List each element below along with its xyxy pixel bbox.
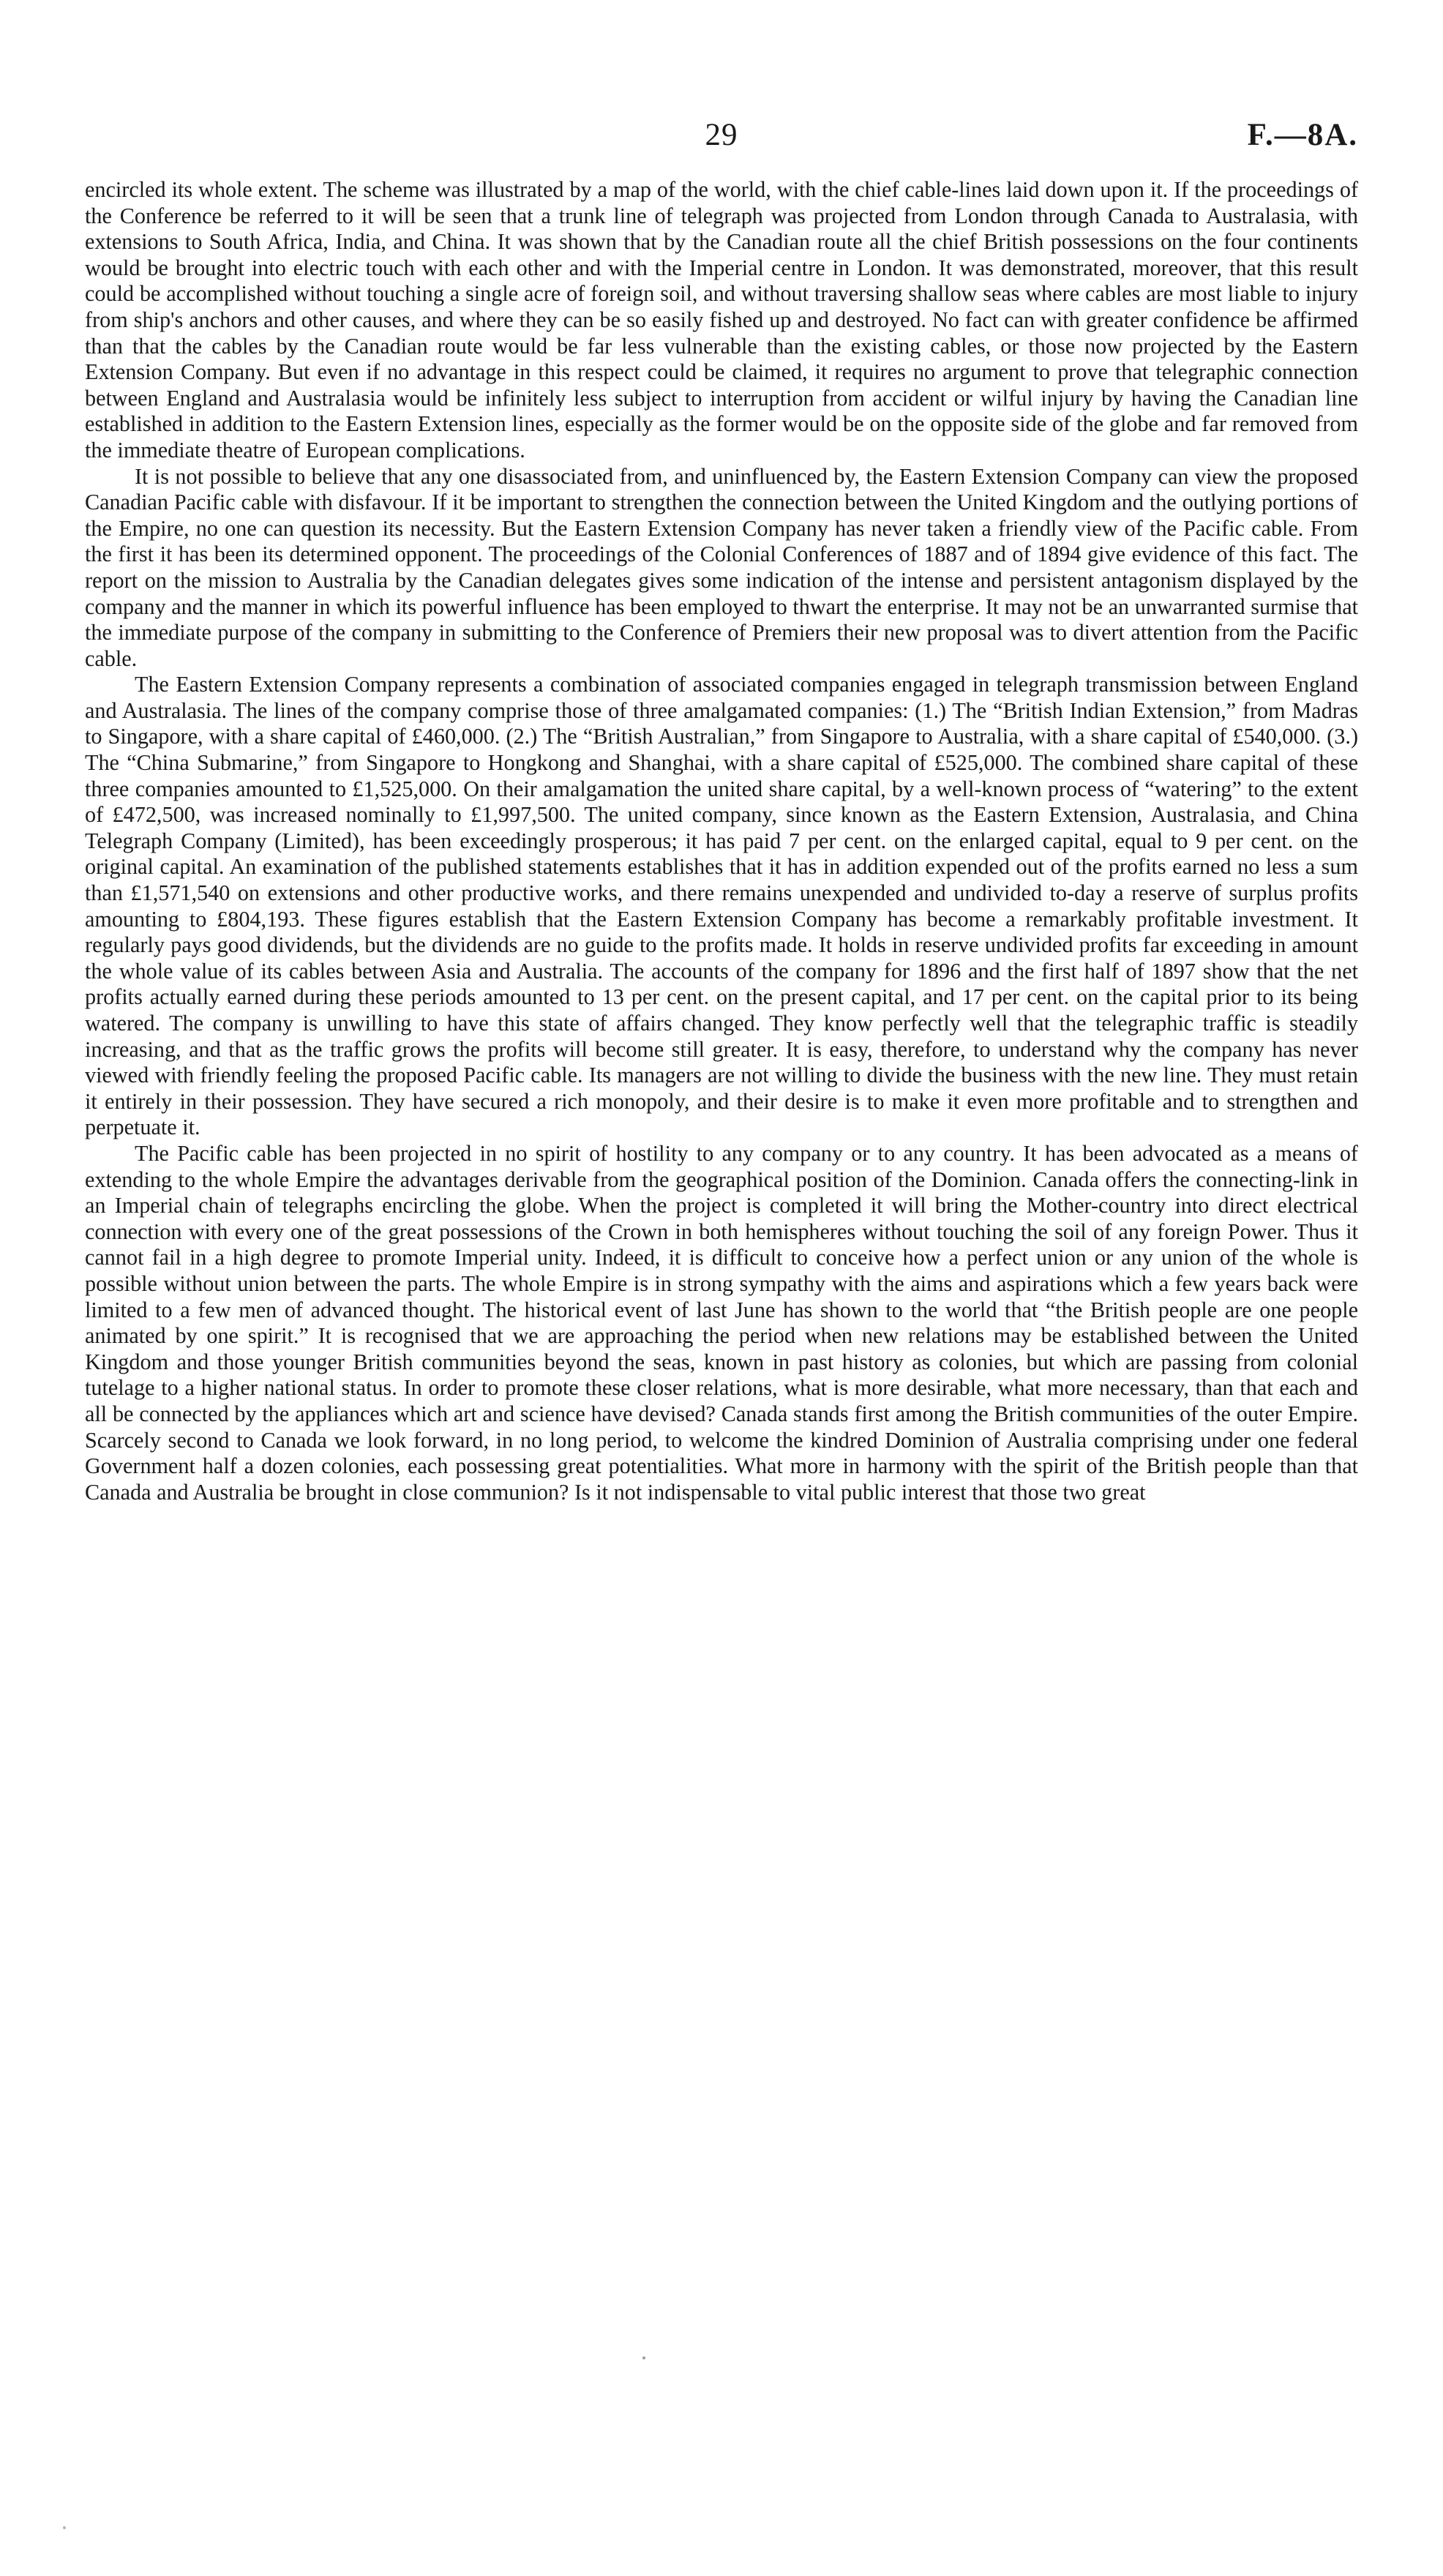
document-page: [85, 117, 1358, 1505]
paragraph: The Eastern Extension Company represents a combination of associated companies engaged in telegraph transmission between England and Australasia. The lines of the company comprise those of three amalgamated companies: (1.) The “British Indian Extension,” from Madras to Singapore, with a share capital of £460,000. (2.) The “British Australian,” from Singapore to Australia, with a share capital of £540,000. (3.) The “China Submarine,” from Singapore to Hongkong and Shanghai, with a share capital of £525,000. The combined share capital of these three companies amounted to £1,525,000. On their amalgamation the united share capital, by a well-known process of “watering” to the extent of £472,500, was increased nominally to £1,997,500. The united company, since known as the Eastern Extension, Australasia, and China Telegraph Company (Limited), has been exceedingly prosperous; it has paid 7 per cent. on the enlarged capital, equal to 9 per cent. on the original capital. An examination of the published statements establishes that it has in addition expended out of the profits earned no less a sum than £1,571,540 on extensions and other productive works, and there remains unexpended and undivided to-day a reserve of surplus profits amounting to £804,193. These figures establish that the Eastern Extension Company has become a remarkably profitable investment. It regularly pays good dividends, but the dividends are no guide to the profits made. It holds in reserve undivided profits far exceeding in amount the whole value of its cables between Asia and Australia. The accounts of the company for 1896 and the first half of 1897 show that the net profits actually earned during these periods amounted to 13 per cent. on the present capital, and 17 per cent. on the capital prior to its being watered. The company is unwilling to have this state of affairs changed. They know perfectly well that the telegraphic traffic is steadily increasing, and that as the traffic grows the profits will become still greater. It is easy, therefore, to understand why the company has never viewed with friendly feeling the proposed Pacific cable. Its managers are not willing to divide the business with the new line. They must retain it entirely in their possession. They have secured a rich monopoly, and their desire is to make it even more profitable and to strengthen and perpetuate it.: [85, 672, 1358, 1140]
paragraph: The Pacific cable has been projected in no spirit of hostility to any company or to any country. It has been advocated as a means of extending to the whole Empire the advantages derivable from the geographical position of the Dominion. Canada offers the connecting-link in an Imperial chain of telegraphs encircling the globe. When the project is completed it will bring the Mother-country into direct electrical connection with every one of the great possessions of the Crown in both hemispheres without touching the soil of any foreign Power. Thus it cannot fail in a high degree to promote Imperial unity. Indeed, it is difficult to conceive how a perfect union or any union of the whole is possible without union between the parts. The whole Empire is in strong sympathy with the aims and aspirations which a few years back were limited to a few men of advanced thought. The historical event of last June has shown to the world that “the British people are one people animated by one spirit.” It is recognised that we are approaching the period when new relations may be established between the United Kingdom and those younger British communities beyond the seas, known in past history as colonies, but which are passing from colonial tutelage to a higher national status. In order to promote these closer relations, what is more desirable, what more necessary, than that each and all be connected by the appliances which art and science have devised? Canada stands first among the British communities of the outer Empire. Scarcely second to Canada we look forward, in no long period, to welcome the kindred Dominion of Australia comprising under one federal Government half a dozen colonies, each possessing great potentialities. What more in harmony with the spirit of the British people than that Canada and Australia be brought in close communion? Is it not indispensable to vital public interest that those two great: [85, 1140, 1358, 1505]
document-reference: F.—8A.: [1247, 118, 1358, 152]
paragraph: It is not possible to believe that any one disassociated from, and uninfluenced by, the Eastern Extension Company can view the proposed Canadian Pacific cable with disfavour. If it be important to strengthen the connection between the United Kingdom and the outlying portions of the Empire, no one can question its necessity. But the Eastern Extension Company has never taken a friendly view of the Pacific cable. From the first it has been its determined opponent. The proceedings of the Colonial Conferences of 1887 and of 1894 give evidence of this fact. The report on the mission to Australia by the Canadian delegates gives some indication of the intense and persistent antagonism displayed by the company and the manner in which its powerful influence has been employed to thwart the enterprise. It may not be an unwarranted surmise that the immediate purpose of the company in submitting to the Conference of Premiers their new proposal was to divert attention from the Pacific cable.: [85, 463, 1358, 671]
print-speck: [642, 2356, 645, 2359]
paragraph-continuation: encircled its whole extent. The scheme was illustrated by a map of the world, with the chief cable-lines laid down upon it. If the proceedings of the Conference be referred to it will be seen that a trunk line of telegraph was projected from London through Canada to Australasia, with extensions to South Africa, India, and China. It was shown that by the Canadian route all the chief British possessions on the four continents would be brought into electric touch with each other and with the Imperial centre in London. It was demonstrated, moreover, that this result could be accomplished without touching a single acre of foreign soil, and without traversing shallow seas where cables are most liable to injury from ship's anchors and other causes, and where they can be so easily fished up and destroyed. No fact can with greater confidence be affirmed than that the cables by the Canadian route would be far less vulnerable than the existing cables, or those now projected by the Eastern Extension Company. But even if no advantage in this respect could be claimed, it requires no argument to prove that telegraphic connection between England and Australasia would be infinitely less subject to interruption from accident or wilful injury by having the Canadian line established in addition to the Eastern Extension lines, especially as the former would be on the opposite side of the globe and far removed from the immediate theatre of European complications.: [85, 177, 1358, 463]
page-number: 29: [705, 118, 738, 152]
page-header: [85, 117, 1358, 168]
body-text: [85, 177, 1358, 1505]
print-speck: [63, 2526, 66, 2529]
